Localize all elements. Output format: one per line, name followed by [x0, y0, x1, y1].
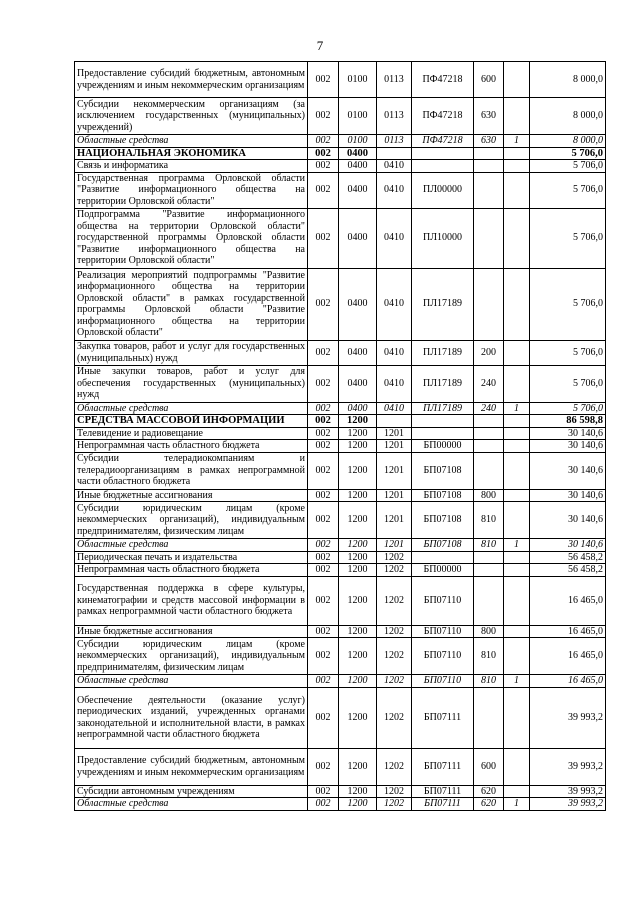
- row-subsection-code: 0113: [377, 98, 412, 135]
- row-grbs-code: 002: [308, 576, 339, 625]
- row-grbs-code: 002: [308, 365, 339, 402]
- row-name: Областные средства: [75, 798, 308, 811]
- row-name: Областные средства: [75, 402, 308, 415]
- row-amount: 16 465,0: [530, 675, 606, 688]
- row-target-article-code: БП07108: [412, 452, 474, 489]
- table-row: [75, 687, 606, 748]
- row-amount: 5 706,0: [530, 340, 606, 365]
- row-amount: 30 140,6: [530, 539, 606, 552]
- row-grbs-code: 002: [308, 564, 339, 577]
- budget-table: [74, 61, 606, 811]
- row-subsection-code: 1202: [377, 687, 412, 748]
- row-grbs-code: 002: [308, 551, 339, 564]
- row-name: Субсидии юридическим лицам (кроме некоммерческих организаций), индивидуальным предпринимателям, физическим лицам: [75, 502, 308, 539]
- table-row: [75, 539, 606, 552]
- row-subsection-code: 1202: [377, 576, 412, 625]
- row-grbs-code: 002: [308, 427, 339, 440]
- row-name: СРЕДСТВА МАССОВОЙ ИНФОРМАЦИИ: [75, 415, 308, 428]
- row-funding-source: 1: [504, 798, 530, 811]
- table-row: [75, 402, 606, 415]
- row-section-code: 0400: [339, 402, 377, 415]
- row-target-article-code: [412, 147, 474, 160]
- row-section-code: 0400: [339, 268, 377, 340]
- row-target-article-code: БП07111: [412, 785, 474, 798]
- row-name: Непрограммная часть областного бюджета: [75, 564, 308, 577]
- row-section-code: 0100: [339, 62, 377, 98]
- row-name: Областные средства: [75, 539, 308, 552]
- row-grbs-code: 002: [308, 675, 339, 688]
- table-row: [75, 551, 606, 564]
- row-name: Субсидии телерадиокомпаниям и телерадиоорганизациям в рамках непрограммной части областного бюджета: [75, 452, 308, 489]
- row-expense-type-code: 810: [474, 539, 504, 552]
- row-subsection-code: 1202: [377, 564, 412, 577]
- row-funding-source: [504, 62, 530, 98]
- row-section-code: 1200: [339, 440, 377, 453]
- row-section-code: 1200: [339, 638, 377, 675]
- row-grbs-code: 002: [308, 98, 339, 135]
- row-funding-source: 1: [504, 135, 530, 148]
- row-name: Иные бюджетные ассигнования: [75, 625, 308, 638]
- row-grbs-code: 002: [308, 452, 339, 489]
- row-amount: 30 140,6: [530, 452, 606, 489]
- row-target-article-code: БП07108: [412, 539, 474, 552]
- row-funding-source: [504, 452, 530, 489]
- row-name: Субсидии юридическим лицам (кроме некоммерческих организаций), индивидуальным предпринимателям, физическим лицам: [75, 638, 308, 675]
- row-grbs-code: 002: [308, 340, 339, 365]
- row-amount: 16 465,0: [530, 625, 606, 638]
- row-amount: 39 993,2: [530, 748, 606, 785]
- row-grbs-code: 002: [308, 440, 339, 453]
- table-row: [75, 160, 606, 173]
- row-amount: 5 706,0: [530, 365, 606, 402]
- row-amount: 5 706,0: [530, 147, 606, 160]
- row-funding-source: [504, 576, 530, 625]
- row-amount: 30 140,6: [530, 502, 606, 539]
- row-subsection-code: 0410: [377, 268, 412, 340]
- row-section-code: 1200: [339, 687, 377, 748]
- row-expense-type-code: [474, 687, 504, 748]
- row-section-code: 1200: [339, 452, 377, 489]
- row-section-code: 0100: [339, 135, 377, 148]
- row-section-code: 1200: [339, 675, 377, 688]
- row-section-code: 1200: [339, 539, 377, 552]
- row-subsection-code: 0410: [377, 365, 412, 402]
- row-name: Обеспечение деятельности (оказание услуг) периодических изданий, учрежденных органами законодательной и исполнительной власти, в рамках непрограммной части областного бюджета: [75, 687, 308, 748]
- row-funding-source: [504, 268, 530, 340]
- row-expense-type-code: 630: [474, 98, 504, 135]
- row-grbs-code: 002: [308, 268, 339, 340]
- row-name: Связь и информатика: [75, 160, 308, 173]
- row-amount: 39 993,2: [530, 687, 606, 748]
- row-name: Предоставление субсидий бюджетным, автономным учреждениям и иным некоммерческим организациям: [75, 62, 308, 98]
- row-expense-type-code: [474, 427, 504, 440]
- row-section-code: 1200: [339, 489, 377, 502]
- row-target-article-code: ПЛ17189: [412, 402, 474, 415]
- row-name: Субсидии некоммерческим организациям (за исключением государственных (муниципальных) учреждений): [75, 98, 308, 135]
- row-grbs-code: 002: [308, 748, 339, 785]
- row-section-code: 1200: [339, 427, 377, 440]
- row-amount: 86 598,8: [530, 415, 606, 428]
- row-name: Областные средства: [75, 135, 308, 148]
- row-target-article-code: [412, 551, 474, 564]
- row-name: Подпрограмма "Развитие информационного общества на территории Орловской области" государственной программы Орловской области "Развитие информационного общества на территории Орловской области": [75, 208, 308, 268]
- row-target-article-code: БП07111: [412, 798, 474, 811]
- row-grbs-code: 002: [308, 147, 339, 160]
- row-target-article-code: БП07108: [412, 489, 474, 502]
- row-target-article-code: [412, 415, 474, 428]
- row-expense-type-code: 800: [474, 625, 504, 638]
- row-amount: 5 706,0: [530, 172, 606, 208]
- row-name: Государственная программа Орловской области "Развитие информационного общества на территории Орловской области": [75, 172, 308, 208]
- row-subsection-code: [377, 147, 412, 160]
- row-expense-type-code: [474, 551, 504, 564]
- row-grbs-code: 002: [308, 798, 339, 811]
- row-name: Субсидии автономным учреждениям: [75, 785, 308, 798]
- row-expense-type-code: 240: [474, 402, 504, 415]
- table-row: [75, 427, 606, 440]
- row-expense-type-code: 600: [474, 748, 504, 785]
- table-row: [75, 135, 606, 148]
- row-expense-type-code: 810: [474, 675, 504, 688]
- row-grbs-code: 002: [308, 402, 339, 415]
- row-amount: 30 140,6: [530, 489, 606, 502]
- table-row: [75, 268, 606, 340]
- row-target-article-code: БП00000: [412, 440, 474, 453]
- row-target-article-code: БП07110: [412, 675, 474, 688]
- row-name: Реализация мероприятий подпрограммы "Развитие информационного общества на территории Орловской области" в рамках государственной программы Орловской области "Развитие информационного общества на территории Орловской области": [75, 268, 308, 340]
- row-funding-source: [504, 638, 530, 675]
- table-row: [75, 564, 606, 577]
- row-target-article-code: ПЛ17189: [412, 340, 474, 365]
- row-amount: 56 458,2: [530, 551, 606, 564]
- row-section-code: 1200: [339, 748, 377, 785]
- row-section-code: 0400: [339, 160, 377, 173]
- row-subsection-code: 1202: [377, 785, 412, 798]
- row-section-code: 0400: [339, 340, 377, 365]
- row-expense-type-code: [474, 172, 504, 208]
- row-amount: 8 000,0: [530, 98, 606, 135]
- row-subsection-code: 0410: [377, 160, 412, 173]
- row-name: Областные средства: [75, 675, 308, 688]
- row-amount: 56 458,2: [530, 564, 606, 577]
- table-row: [75, 415, 606, 428]
- row-amount: 5 706,0: [530, 208, 606, 268]
- row-target-article-code: ПФ47218: [412, 62, 474, 98]
- table-row: [75, 502, 606, 539]
- row-grbs-code: 002: [308, 625, 339, 638]
- row-section-code: 0400: [339, 147, 377, 160]
- row-expense-type-code: 240: [474, 365, 504, 402]
- row-target-article-code: ПЛ10000: [412, 208, 474, 268]
- row-subsection-code: 1201: [377, 427, 412, 440]
- row-grbs-code: 002: [308, 135, 339, 148]
- row-target-article-code: БП07111: [412, 748, 474, 785]
- row-subsection-code: 0113: [377, 135, 412, 148]
- row-subsection-code: 0410: [377, 402, 412, 415]
- row-expense-type-code: [474, 415, 504, 428]
- row-target-article-code: БП07110: [412, 625, 474, 638]
- row-funding-source: 1: [504, 539, 530, 552]
- row-expense-type-code: 200: [474, 340, 504, 365]
- row-amount: 16 465,0: [530, 576, 606, 625]
- row-expense-type-code: [474, 452, 504, 489]
- table-row: [75, 208, 606, 268]
- row-expense-type-code: [474, 440, 504, 453]
- row-funding-source: [504, 785, 530, 798]
- row-target-article-code: БП07110: [412, 638, 474, 675]
- row-funding-source: [504, 687, 530, 748]
- table-row: [75, 62, 606, 98]
- row-funding-source: [504, 340, 530, 365]
- row-target-article-code: ПФ47218: [412, 135, 474, 148]
- row-target-article-code: БП07108: [412, 502, 474, 539]
- row-target-article-code: [412, 427, 474, 440]
- page-number: 7: [316, 38, 324, 53]
- row-subsection-code: 0113: [377, 62, 412, 98]
- row-funding-source: [504, 625, 530, 638]
- row-grbs-code: 002: [308, 638, 339, 675]
- row-target-article-code: ПЛ00000: [412, 172, 474, 208]
- row-expense-type-code: 810: [474, 638, 504, 675]
- row-name: Периодическая печать и издательства: [75, 551, 308, 564]
- row-section-code: 1200: [339, 564, 377, 577]
- row-funding-source: [504, 440, 530, 453]
- table-body: [75, 62, 606, 811]
- row-subsection-code: 1202: [377, 638, 412, 675]
- row-funding-source: [504, 489, 530, 502]
- row-section-code: 1200: [339, 551, 377, 564]
- row-name: Иные бюджетные ассигнования: [75, 489, 308, 502]
- table-row: [75, 638, 606, 675]
- row-grbs-code: 002: [308, 208, 339, 268]
- row-expense-type-code: [474, 564, 504, 577]
- row-section-code: 1200: [339, 576, 377, 625]
- row-funding-source: [504, 415, 530, 428]
- table-row: [75, 365, 606, 402]
- row-amount: 39 993,2: [530, 798, 606, 811]
- row-subsection-code: 1202: [377, 675, 412, 688]
- table-row: [75, 452, 606, 489]
- table-row: [75, 440, 606, 453]
- row-name: Непрограммная часть областного бюджета: [75, 440, 308, 453]
- row-grbs-code: 002: [308, 489, 339, 502]
- table-row: [75, 172, 606, 208]
- row-amount: 5 706,0: [530, 160, 606, 173]
- row-subsection-code: 1201: [377, 440, 412, 453]
- row-amount: 8 000,0: [530, 62, 606, 98]
- row-subsection-code: 1202: [377, 551, 412, 564]
- row-funding-source: 1: [504, 402, 530, 415]
- row-expense-type-code: 810: [474, 502, 504, 539]
- row-funding-source: [504, 98, 530, 135]
- row-subsection-code: 1201: [377, 502, 412, 539]
- row-subsection-code: 1201: [377, 539, 412, 552]
- row-subsection-code: 1202: [377, 748, 412, 785]
- row-grbs-code: 002: [308, 415, 339, 428]
- row-amount: 5 706,0: [530, 402, 606, 415]
- row-expense-type-code: 620: [474, 785, 504, 798]
- table-row: [75, 798, 606, 811]
- row-amount: 30 140,6: [530, 440, 606, 453]
- row-grbs-code: 002: [308, 502, 339, 539]
- row-funding-source: [504, 147, 530, 160]
- row-subsection-code: 1202: [377, 625, 412, 638]
- row-name: НАЦИОНАЛЬНАЯ ЭКОНОМИКА: [75, 147, 308, 160]
- row-subsection-code: [377, 415, 412, 428]
- row-subsection-code: 1201: [377, 489, 412, 502]
- row-amount: 30 140,6: [530, 427, 606, 440]
- row-funding-source: [504, 564, 530, 577]
- row-subsection-code: 1202: [377, 798, 412, 811]
- table-row: [75, 748, 606, 785]
- row-expense-type-code: 600: [474, 62, 504, 98]
- row-subsection-code: 1201: [377, 452, 412, 489]
- row-funding-source: 1: [504, 675, 530, 688]
- row-name: Иные закупки товаров, работ и услуг для обеспечения государственных (муниципальных) нужд: [75, 365, 308, 402]
- row-section-code: 0400: [339, 208, 377, 268]
- row-subsection-code: 0410: [377, 208, 412, 268]
- row-funding-source: [504, 160, 530, 173]
- row-grbs-code: 002: [308, 160, 339, 173]
- row-target-article-code: [412, 160, 474, 173]
- row-target-article-code: ПФ47218: [412, 98, 474, 135]
- row-expense-type-code: [474, 268, 504, 340]
- row-grbs-code: 002: [308, 62, 339, 98]
- row-funding-source: [504, 427, 530, 440]
- row-section-code: 0400: [339, 172, 377, 208]
- row-grbs-code: 002: [308, 172, 339, 208]
- row-expense-type-code: [474, 208, 504, 268]
- row-subsection-code: 0410: [377, 340, 412, 365]
- row-expense-type-code: 630: [474, 135, 504, 148]
- table-row: [75, 576, 606, 625]
- table-row: [75, 785, 606, 798]
- row-grbs-code: 002: [308, 687, 339, 748]
- row-section-code: 1200: [339, 785, 377, 798]
- row-target-article-code: ПЛ17189: [412, 365, 474, 402]
- table-row: [75, 340, 606, 365]
- row-name: Государственная поддержка в сфере культуры, кинематографии и средств массовой информации в рамках непрограммной части областного бюджета: [75, 576, 308, 625]
- row-expense-type-code: 620: [474, 798, 504, 811]
- row-section-code: 1200: [339, 625, 377, 638]
- row-target-article-code: ПЛ17189: [412, 268, 474, 340]
- row-amount: 39 993,2: [530, 785, 606, 798]
- row-name: Закупка товаров, работ и услуг для государственных (муниципальных) нужд: [75, 340, 308, 365]
- row-subsection-code: 0410: [377, 172, 412, 208]
- row-section-code: 0400: [339, 365, 377, 402]
- row-target-article-code: БП07110: [412, 576, 474, 625]
- row-grbs-code: 002: [308, 785, 339, 798]
- row-amount: 8 000,0: [530, 135, 606, 148]
- row-name: Телевидение и радиовещание: [75, 427, 308, 440]
- table-row: [75, 147, 606, 160]
- row-target-article-code: БП07111: [412, 687, 474, 748]
- table-row: [75, 489, 606, 502]
- row-section-code: 1200: [339, 502, 377, 539]
- row-expense-type-code: [474, 576, 504, 625]
- row-funding-source: [504, 748, 530, 785]
- row-name: Предоставление субсидий бюджетным, автономным учреждениям и иным некоммерческим организациям: [75, 748, 308, 785]
- table-row: [75, 625, 606, 638]
- row-funding-source: [504, 551, 530, 564]
- row-funding-source: [504, 502, 530, 539]
- table-row: [75, 675, 606, 688]
- row-section-code: 0100: [339, 98, 377, 135]
- row-section-code: 1200: [339, 798, 377, 811]
- row-funding-source: [504, 172, 530, 208]
- row-funding-source: [504, 208, 530, 268]
- table-row: [75, 98, 606, 135]
- row-grbs-code: 002: [308, 539, 339, 552]
- row-funding-source: [504, 365, 530, 402]
- row-expense-type-code: [474, 147, 504, 160]
- row-amount: 16 465,0: [530, 638, 606, 675]
- row-target-article-code: БП00000: [412, 564, 474, 577]
- row-section-code: 1200: [339, 415, 377, 428]
- row-amount: 5 706,0: [530, 268, 606, 340]
- row-expense-type-code: 800: [474, 489, 504, 502]
- row-expense-type-code: [474, 160, 504, 173]
